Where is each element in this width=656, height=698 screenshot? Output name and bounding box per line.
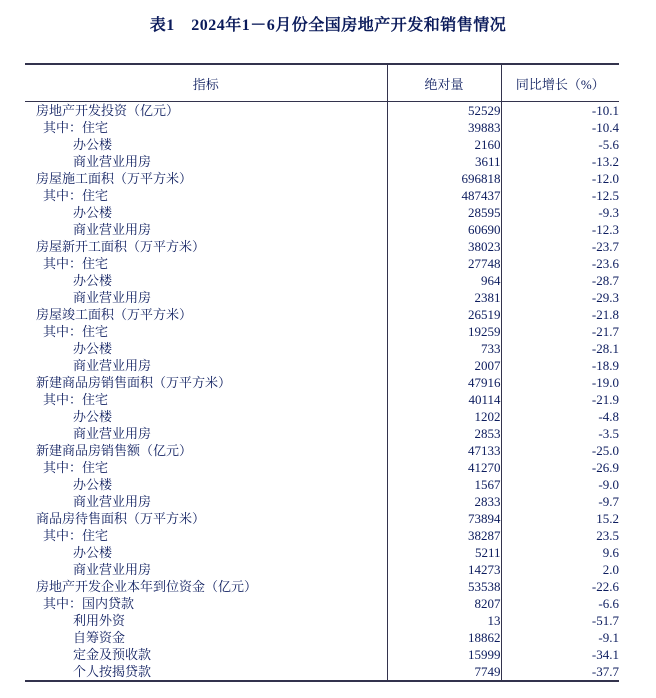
yoy-growth-cell: -25.0 <box>501 442 619 459</box>
indicator-cell: 商业营业用房 <box>73 426 152 441</box>
indicator-cell: 其中：国内贷款 <box>43 596 135 611</box>
absolute-amount-cell: 2160 <box>387 136 501 153</box>
table-row <box>25 119 619 136</box>
absolute-amount-cell: 2833 <box>387 493 501 510</box>
indicator-cell: 其中：住宅 <box>43 256 109 271</box>
yoy-growth-cell: -13.2 <box>501 153 619 170</box>
table-row <box>25 340 619 357</box>
yoy-growth-cell: 9.6 <box>501 544 619 561</box>
absolute-amount-cell: 5211 <box>387 544 501 561</box>
table-row <box>25 255 619 272</box>
absolute-amount-cell: 53538 <box>387 578 501 595</box>
absolute-amount-cell: 2007 <box>387 357 501 374</box>
yoy-growth-cell: -28.7 <box>501 272 619 289</box>
table-row <box>25 527 619 544</box>
table-row <box>25 306 619 323</box>
absolute-amount-cell: 47916 <box>387 374 501 391</box>
yoy-growth-cell: -12.3 <box>501 221 619 238</box>
table-row <box>25 663 619 681</box>
statistics-release-page <box>0 12 656 682</box>
indicator-cell: 其中：住宅 <box>43 392 109 407</box>
yoy-growth-cell: -37.7 <box>501 663 619 681</box>
yoy-growth-cell: -18.9 <box>501 357 619 374</box>
indicator-cell: 房屋新开工面积（万平方米） <box>36 239 206 254</box>
absolute-amount-cell: 47133 <box>387 442 501 459</box>
yoy-growth-cell: -9.7 <box>501 493 619 510</box>
indicator-cell: 其中：住宅 <box>43 120 109 135</box>
yoy-growth-cell: -9.0 <box>501 476 619 493</box>
table-row <box>25 323 619 340</box>
table-row <box>25 459 619 476</box>
table-row <box>25 544 619 561</box>
absolute-amount-cell: 733 <box>387 340 501 357</box>
indicator-cell: 房屋竣工面积（万平方米） <box>36 307 193 322</box>
table-row <box>25 578 619 595</box>
indicator-cell: 其中：住宅 <box>43 188 109 203</box>
absolute-amount-cell: 28595 <box>387 204 501 221</box>
absolute-amount-cell: 19259 <box>387 323 501 340</box>
indicator-cell: 房地产开发投资（亿元） <box>36 103 180 118</box>
indicator-cell: 利用外资 <box>73 613 126 628</box>
absolute-amount-cell: 15999 <box>387 646 501 663</box>
table-row <box>25 374 619 391</box>
yoy-growth-cell: -22.6 <box>501 578 619 595</box>
indicator-cell: 商业营业用房 <box>73 154 152 169</box>
table-row <box>25 629 619 646</box>
indicator-cell: 新建商品房销售面积（万平方米） <box>36 375 232 390</box>
indicator-cell: 商业营业用房 <box>73 290 152 305</box>
indicator-cell: 办公楼 <box>73 273 113 288</box>
table-row <box>25 493 619 510</box>
indicator-cell: 定金及预收款 <box>73 647 152 662</box>
table-row <box>25 136 619 153</box>
indicator-cell: 办公楼 <box>73 341 113 356</box>
absolute-amount-cell: 7749 <box>387 663 501 681</box>
indicator-cell: 其中：住宅 <box>43 528 109 543</box>
indicator-cell: 新建商品房销售额（亿元） <box>36 443 193 458</box>
table-row <box>25 272 619 289</box>
absolute-amount-cell: 8207 <box>387 595 501 612</box>
yoy-growth-cell: -51.7 <box>501 612 619 629</box>
col-header-yoy-growth: 同比增长（%） <box>501 64 619 102</box>
indicator-cell: 办公楼 <box>73 205 113 220</box>
yoy-growth-cell: -3.5 <box>501 425 619 442</box>
yoy-growth-cell: 2.0 <box>501 561 619 578</box>
absolute-amount-cell: 1202 <box>387 408 501 425</box>
yoy-growth-cell: -9.1 <box>501 629 619 646</box>
absolute-amount-cell: 487437 <box>387 187 501 204</box>
yoy-growth-cell: -21.7 <box>501 323 619 340</box>
indicator-cell: 办公楼 <box>73 477 113 492</box>
absolute-amount-cell: 964 <box>387 272 501 289</box>
table-row <box>25 510 619 527</box>
absolute-amount-cell: 60690 <box>387 221 501 238</box>
absolute-amount-cell: 2381 <box>387 289 501 306</box>
absolute-amount-cell: 40114 <box>387 391 501 408</box>
yoy-growth-cell: -29.3 <box>501 289 619 306</box>
yoy-growth-cell: -12.5 <box>501 187 619 204</box>
yoy-growth-cell: -23.7 <box>501 238 619 255</box>
absolute-amount-cell: 18862 <box>387 629 501 646</box>
absolute-amount-cell: 2853 <box>387 425 501 442</box>
yoy-growth-cell: -23.6 <box>501 255 619 272</box>
absolute-amount-cell: 14273 <box>387 561 501 578</box>
indicator-cell: 其中：住宅 <box>43 460 109 475</box>
yoy-growth-cell: 23.5 <box>501 527 619 544</box>
indicator-cell: 其中：住宅 <box>43 324 109 339</box>
table-row <box>25 476 619 493</box>
table-row <box>25 289 619 306</box>
indicator-cell: 办公楼 <box>73 409 113 424</box>
indicator-cell: 商业营业用房 <box>73 562 152 577</box>
indicator-cell: 办公楼 <box>73 137 113 152</box>
absolute-amount-cell: 26519 <box>387 306 501 323</box>
header-row <box>25 64 619 102</box>
yoy-growth-cell: -6.6 <box>501 595 619 612</box>
table-row <box>25 442 619 459</box>
absolute-amount-cell: 27748 <box>387 255 501 272</box>
indicator-cell: 商业营业用房 <box>73 358 152 373</box>
table-row <box>25 595 619 612</box>
absolute-amount-cell: 1567 <box>387 476 501 493</box>
yoy-growth-cell: -21.8 <box>501 306 619 323</box>
table-row <box>25 102 619 120</box>
yoy-growth-cell: -4.8 <box>501 408 619 425</box>
real-estate-stats-table <box>25 63 619 682</box>
yoy-growth-cell: -21.9 <box>501 391 619 408</box>
table-row <box>25 221 619 238</box>
table-row <box>25 646 619 663</box>
absolute-amount-cell: 38287 <box>387 527 501 544</box>
absolute-amount-cell: 13 <box>387 612 501 629</box>
indicator-cell: 办公楼 <box>73 545 113 560</box>
yoy-growth-cell: -26.9 <box>501 459 619 476</box>
col-header-indicator: 指标 <box>25 64 387 102</box>
absolute-amount-cell: 52529 <box>387 102 501 120</box>
table-row <box>25 561 619 578</box>
table-row <box>25 408 619 425</box>
yoy-growth-cell: -12.0 <box>501 170 619 187</box>
yoy-growth-cell: -10.1 <box>501 102 619 120</box>
indicator-cell: 商品房待售面积（万平方米） <box>36 511 206 526</box>
absolute-amount-cell: 3611 <box>387 153 501 170</box>
absolute-amount-cell: 696818 <box>387 170 501 187</box>
absolute-amount-cell: 38023 <box>387 238 501 255</box>
absolute-amount-cell: 73894 <box>387 510 501 527</box>
table-row <box>25 153 619 170</box>
indicator-cell: 商业营业用房 <box>73 222 152 237</box>
yoy-growth-cell: -9.3 <box>501 204 619 221</box>
indicator-cell: 个人按揭贷款 <box>73 664 152 679</box>
table-row <box>25 357 619 374</box>
yoy-growth-cell: 15.2 <box>501 510 619 527</box>
yoy-growth-cell: -34.1 <box>501 646 619 663</box>
yoy-growth-cell: -19.0 <box>501 374 619 391</box>
indicator-cell: 自筹资金 <box>73 630 126 645</box>
table-row <box>25 204 619 221</box>
table-row <box>25 238 619 255</box>
table-row <box>25 170 619 187</box>
table-row <box>25 391 619 408</box>
table-title: 表1 2024年1－6月份全国房地产开发和销售情况 <box>149 17 507 34</box>
table-body <box>25 102 619 682</box>
yoy-growth-cell: -28.1 <box>501 340 619 357</box>
table-row <box>25 425 619 442</box>
table-row <box>25 612 619 629</box>
yoy-growth-cell: -10.4 <box>501 119 619 136</box>
yoy-growth-cell: -5.6 <box>501 136 619 153</box>
indicator-cell: 商业营业用房 <box>73 494 152 509</box>
indicator-cell: 房地产开发企业本年到位资金（亿元） <box>36 579 258 594</box>
table-row <box>25 187 619 204</box>
indicator-cell: 房屋施工面积（万平方米） <box>36 171 193 186</box>
col-header-absolute-amount: 绝对量 <box>387 64 501 102</box>
absolute-amount-cell: 39883 <box>387 119 501 136</box>
absolute-amount-cell: 41270 <box>387 459 501 476</box>
